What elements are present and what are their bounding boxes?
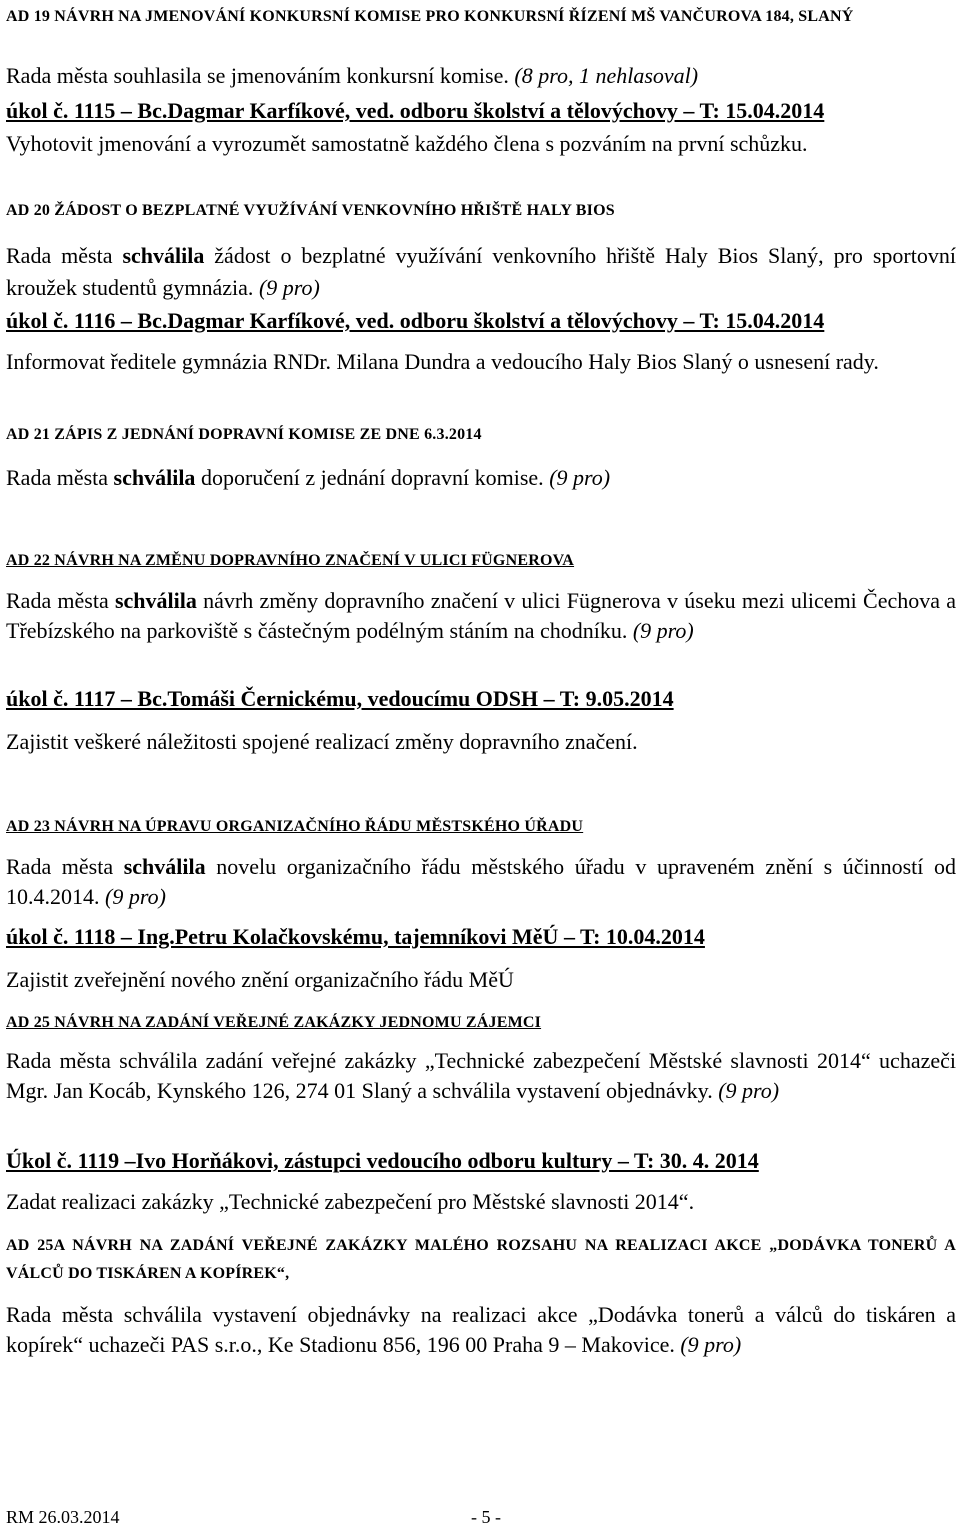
task-1115: úkol č. 1115 – Bc.Dagmar Karfíkové, ved. odboru školství a tělovýchovy – T: 15.04.2014 (6, 98, 825, 123)
resolution-25 (6, 1046, 956, 1106)
section-heading-23 (6, 814, 956, 840)
page-footer (6, 1506, 956, 1528)
resolution-25a (6, 1300, 956, 1360)
page-number: - 5 - (471, 1507, 501, 1527)
vote-count: (9 pro) (105, 884, 166, 909)
task-1116: úkol č. 1116 – Bc.Dagmar Karfíkové, ved. odboru školství a tělovýchovy – T: 15.04.2014 (6, 308, 825, 333)
task-1119: Úkol č. 1119 –Ivo Horňákovi, zástupci vedoucího odboru kultury – T: 30. 4. 2014 (6, 1148, 759, 1173)
heading-text: AD 23 NÁVRH NA ÚPRAVU ORGANIZAČNÍHO ŘÁDU MĚSTSKÉHO ÚŘADU (6, 818, 584, 835)
task-1117: úkol č. 1117 – Bc.Tomáši Černickému, vedoucímu ODSH – T: 9.05.2014 (6, 686, 674, 711)
resolution-text: Rada města souhlasila se jmenováním konkursní komise. (6, 63, 509, 88)
resolution-23 (6, 852, 956, 912)
resolution-verb: schválila (113, 465, 196, 490)
resolution-text: doporučení z jednání dopravní komise. (200, 465, 544, 490)
resolution-verb: schválila (114, 588, 197, 613)
task-text-1115: Vyhotovit jmenování a vyrozumět samostatně každého člena s pozváním na první schůzku. (6, 131, 808, 156)
vote-count: (9 pro) (680, 1332, 742, 1357)
resolution-22 (6, 586, 956, 646)
section-heading-22 (6, 548, 956, 574)
resolution-text: návrh změny dopravního značení v ulici Fügnerova v úseku mezi ulicemi Čechova a Třebízského na parkoviště s částečným podélným stáním na chodníku. (6, 588, 956, 643)
heading-text: AD 25 NÁVRH NA ZADÁNÍ VEŘEJNÉ ZAKÁZKY JEDNOMU ZÁJEMCI (6, 1014, 542, 1031)
resolution-verb: schválila (122, 243, 205, 268)
task-text-1118: Zajistit zveřejnění nového znění organizačního řádu MěÚ (6, 967, 514, 992)
section-heading-25a: AD 25A NÁVRH NA ZADÁNÍ VEŘEJNÉ ZAKÁZKY MALÉHO ROZSAHU NA REALIZACI AKCE „DODÁVKA TONERŮ A VÁLCŮ DO TISKÁREN A KOPÍREK“, (6, 1237, 956, 1282)
section-heading-20: AD 20 ŽÁDOST O BEZPLATNÉ VYUŽÍVÁNÍ VENKOVNÍHO HŘIŠTĚ HALY BIOS (6, 202, 615, 219)
section-heading-25 (6, 1010, 956, 1036)
task-1118: úkol č. 1118 – Ing.Petru Kolačkovskému, tajemníkovi MěÚ – T: 10.04.2014 (6, 924, 705, 949)
resolution-text: žádost o bezplatné využívání venkovního hřiště Haly Bios Slaný, pro sportovní kroužek studentů gymnázia. (6, 243, 956, 300)
vote-count: (8 pro, 1 nehlasoval) (514, 63, 699, 88)
resolution-text: Rada města (6, 854, 114, 879)
resolution-text: Rada města (6, 465, 109, 490)
resolution-21 (6, 462, 956, 494)
resolution-text: novelu organizačního řádu městského úřadu v upraveném znění s účinností od 10.4.2014. (6, 854, 957, 909)
vote-count: (9 pro) (258, 275, 320, 300)
resolution-text: Rada města (6, 588, 109, 613)
task-text-1119: Zadat realizaci zakázky „Technické zabezpečení pro Městské slavnosti 2014“. (6, 1189, 695, 1214)
task-text-1117: Zajistit veškeré náležitosti spojené realizací změny dopravního značení. (6, 729, 638, 754)
vote-count: (9 pro) (549, 465, 611, 490)
resolution-text: Rada města schválila vystavení objednávky na realizaci akce „Dodávka tonerů a válců do tiskáren a kopírek“ uchazeči PAS s.r.o., Ke Stadionu 856, 196 00 Praha 9 – Makovice. (6, 1302, 956, 1357)
resolution-19 (6, 60, 956, 92)
section-heading-21: AD 21 ZÁPIS Z JEDNÁNÍ DOPRAVNÍ KOMISE ZE DNE 6.3.2014 (6, 426, 482, 443)
resolution-text: Rada města (6, 243, 113, 268)
vote-count: (9 pro) (632, 618, 694, 643)
resolution-20 (6, 240, 956, 304)
footer-date: RM 26.03.2014 (6, 1507, 120, 1527)
section-heading-19: AD 19 NÁVRH NA JMENOVÁNÍ KONKURSNÍ KOMISE PRO KONKURSNÍ ŘÍZENÍ MŠ VANČUROVA 184, SLANÝ (6, 8, 854, 25)
task-text-1116: Informovat ředitele gymnázia RNDr. Milana Dundra a vedoucího Haly Bios Slaný o usnesení rady. (6, 349, 879, 374)
vote-count: (9 pro) (718, 1078, 780, 1103)
resolution-text: Rada města schválila zadání veřejné zakázky „Technické zabezpečení Městské slavnosti 2014“ uchazeči Mgr. Jan Kocáb, Kynského 126, 274 01 Slaný a schválila vystavení objednávky. (6, 1048, 956, 1103)
resolution-verb: schválila (123, 854, 206, 879)
heading-text: AD 22 NÁVRH NA ZMĚNU DOPRAVNÍHO ZNAČENÍ V ULICI FÜGNEROVA (6, 552, 575, 569)
